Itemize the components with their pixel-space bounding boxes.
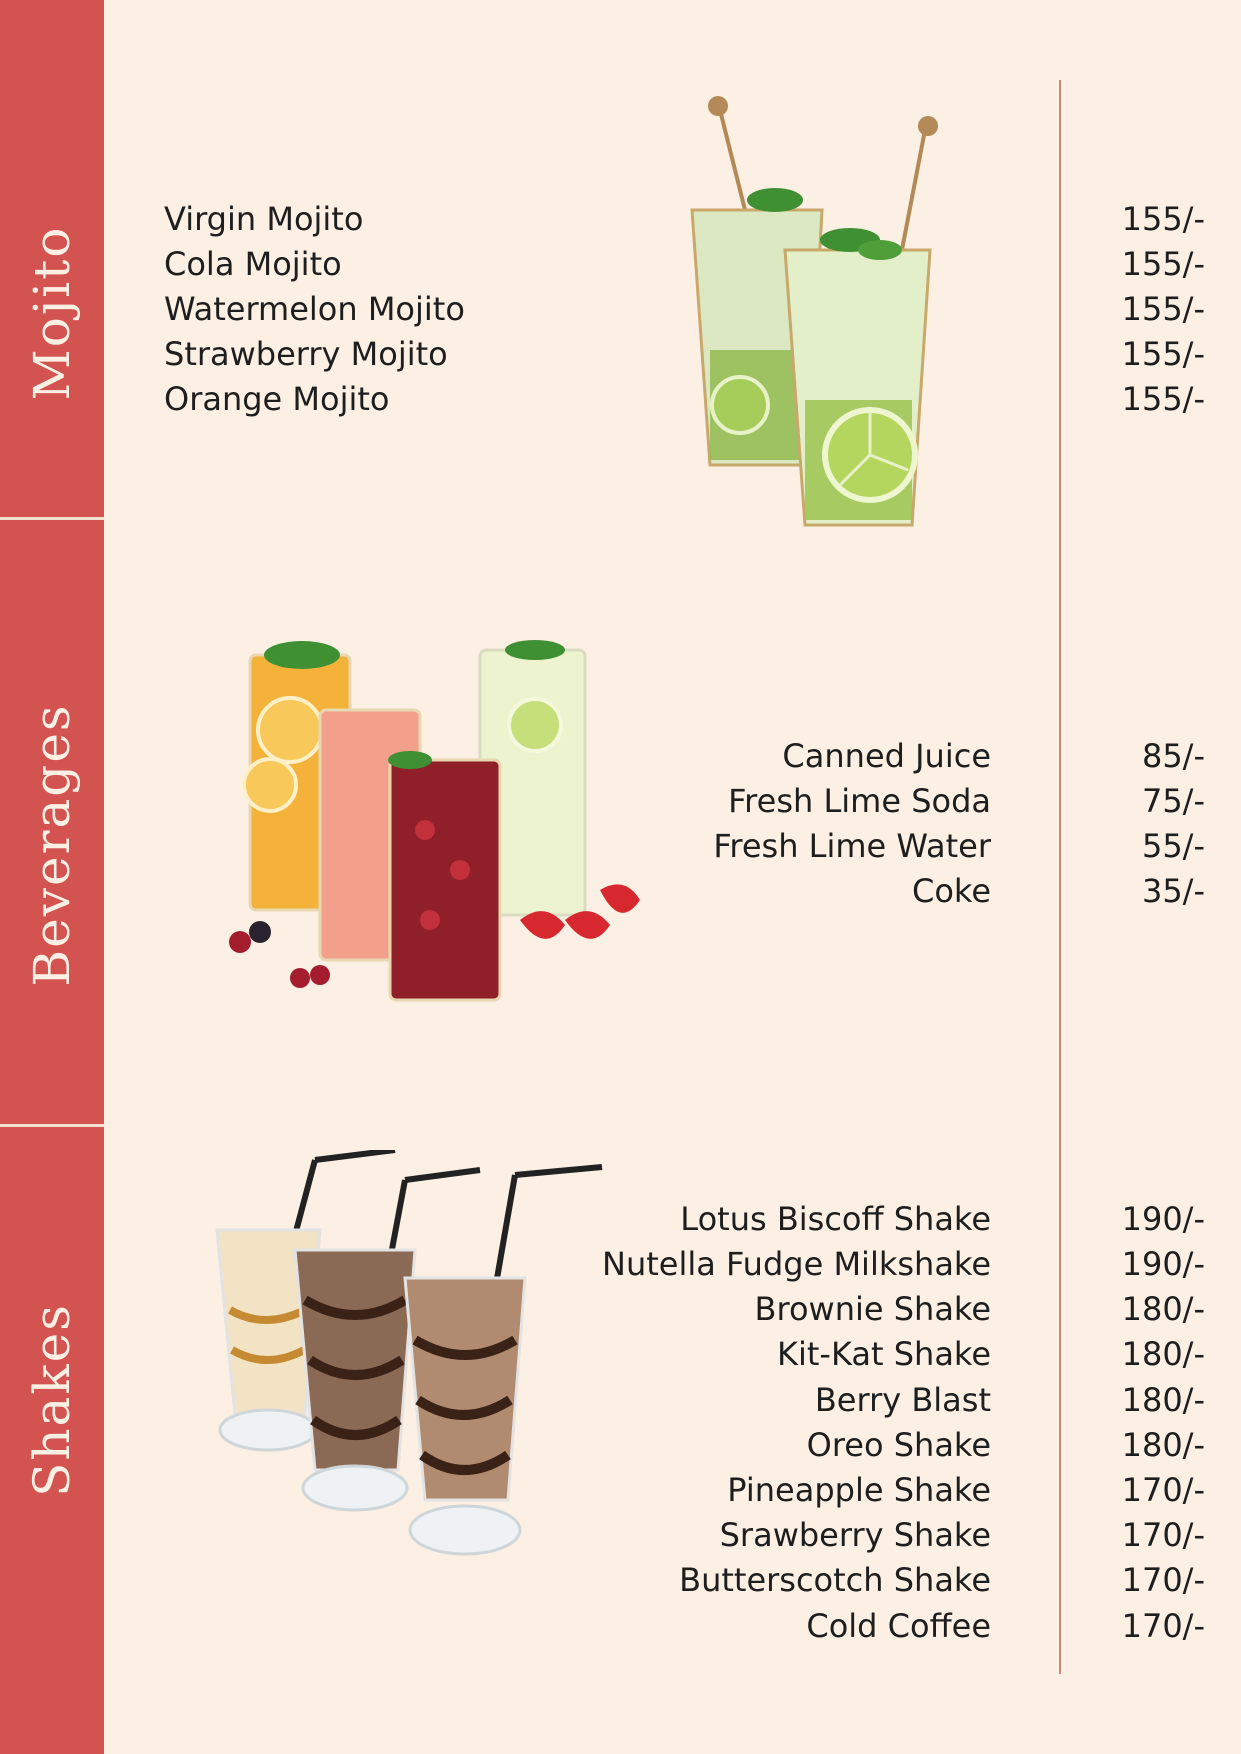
section-title-shakes: Shakes — [23, 1303, 81, 1497]
menu-item-name: Cola Mojito — [164, 245, 342, 283]
menu-item-price: 180/- — [1121, 1381, 1205, 1419]
section-separator — [0, 1124, 104, 1127]
menu-item-price: 180/- — [1121, 1335, 1205, 1373]
menu-item-price: 190/- — [1121, 1245, 1205, 1283]
section-title-mojito: Mojito — [23, 225, 81, 401]
menu-item-price: 75/- — [1141, 782, 1205, 820]
section-separator — [0, 517, 104, 520]
menu-item-price: 85/- — [1141, 737, 1205, 775]
menu-item-name: Cold Coffee — [806, 1607, 991, 1645]
menu-item-price: 155/- — [1121, 245, 1205, 283]
menu-item-name: Nutella Fudge Milkshake — [602, 1245, 991, 1283]
menu-item-price: 155/- — [1121, 200, 1205, 238]
menu-item-name: Berry Blast — [814, 1381, 991, 1419]
menu-item-name: Watermelon Mojito — [164, 290, 465, 328]
shakes-image — [210, 1150, 610, 1580]
menu-item-price: 170/- — [1121, 1516, 1205, 1554]
menu-item-name: Brownie Shake — [754, 1290, 991, 1328]
section-title-beverages: Beverages — [23, 703, 81, 987]
price-column-divider — [1059, 80, 1061, 1674]
menu-item-name: Kit-Kat Shake — [777, 1335, 991, 1373]
mojito-drinks-image — [680, 90, 960, 540]
menu-item-name: Orange Mojito — [164, 380, 390, 418]
menu-item-price: 170/- — [1121, 1471, 1205, 1509]
menu-item-name: Srawberry Shake — [719, 1516, 991, 1554]
menu-item-name: Canned Juice — [782, 737, 991, 775]
menu-item-price: 180/- — [1121, 1290, 1205, 1328]
menu-item-price: 190/- — [1121, 1200, 1205, 1238]
menu-item-name: Pineapple Shake — [727, 1471, 991, 1509]
menu-item-price: 155/- — [1121, 335, 1205, 373]
menu-item-price: 55/- — [1141, 827, 1205, 865]
menu-item-price: 170/- — [1121, 1607, 1205, 1645]
menu-item-name: Fresh Lime Soda — [728, 782, 991, 820]
menu-item-price: 180/- — [1121, 1426, 1205, 1464]
menu-item-name: Butterscotch Shake — [679, 1561, 991, 1599]
menu-item-name: Oreo Shake — [806, 1426, 991, 1464]
menu-item-price: 170/- — [1121, 1561, 1205, 1599]
menu-item-name: Lotus Biscoff Shake — [680, 1200, 991, 1238]
menu-item-price: 35/- — [1141, 872, 1205, 910]
menu-item-price: 155/- — [1121, 290, 1205, 328]
beverages-image — [220, 620, 640, 1010]
menu-item-name: Strawberry Mojito — [164, 335, 448, 373]
menu-item-name: Coke — [912, 872, 991, 910]
menu-item-price: 155/- — [1121, 380, 1205, 418]
menu-item-name: Virgin Mojito — [164, 200, 364, 238]
menu-item-name: Fresh Lime Water — [713, 827, 991, 865]
